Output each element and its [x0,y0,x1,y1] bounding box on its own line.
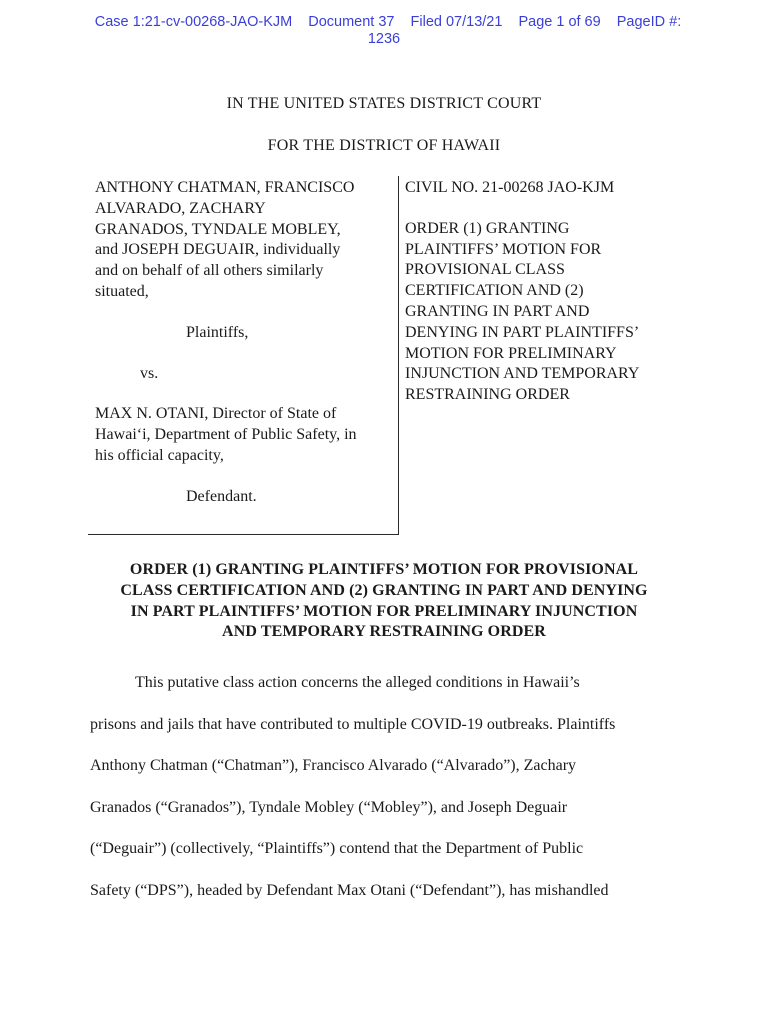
body-line: Granados (“Granados”), Tyndale Mobley (“Mobley”), and Joseph Deguair [90,798,568,816]
stamp-case-number: Case 1:21-cv-00268-JAO-KJM [94,14,293,30]
plaintiff-names-line: ALVARADO, ZACHARY [95,199,266,217]
stamp-pageid-label: PageID #: [616,14,682,30]
order-title-line: CERTIFICATION AND (2) [405,282,584,300]
order-title-line: PROVISIONAL CLASS [405,261,565,279]
body-line: Safety (“DPS”), headed by Defendant Max Otani (“Defendant”), has mishandled [90,881,609,899]
plaintiff-names-line: ANTHONY CHATMAN, FRANCISCO [95,179,355,196]
versus-label: vs. [140,364,159,382]
stamp-pageid-value: 1236 [367,31,401,47]
caption-parties [95,178,393,508]
order-title-line: DENYING IN PART PLAINTIFFS’ [405,323,640,341]
order-title-line: PLAINTIFFS’ MOTION FOR [405,240,602,258]
stamp-filed: Filed 07/13/21 [410,14,503,30]
defendant-label: Defendant. [186,487,257,505]
caption-vertical-rule [398,176,399,535]
order-title-line: INJUNCTION AND TEMPORARY [405,365,640,383]
plaintiff-names-line: and JOSEPH DEGUAIR, individually [95,241,341,259]
plaintiff-names-line: situated, [95,282,149,300]
body-line: Anthony Chatman (“Chatman”), Francisco Alvarado (“Alvarado”), Zachary [90,757,577,775]
body-line: This putative class action concerns the alleged conditions in Hawaii’s [135,674,580,691]
caption-horizontal-rule [88,534,399,535]
body-line: (“Deguair”) (collectively, “Plaintiffs”) contend that the Department of Public [90,840,584,858]
court-name: IN THE UNITED STATES DISTRICT COURT [226,95,542,112]
defendant-name-line: his official capacity, [95,446,224,464]
civil-case-number: CIVIL NO. 21-00268 JAO-KJM [405,179,615,196]
defendant-name-line: MAX N. OTANI, Director of State of [95,405,337,423]
order-heading [80,560,688,643]
ecf-filing-stamp [0,14,768,48]
body-line: prisons and jails that have contributed to multiple COVID-19 outbreaks. Plaintiffs [90,715,616,733]
plaintiff-names-line: GRANADOS, TYNDALE MOBLEY, [95,220,341,238]
order-heading-line: ORDER (1) GRANTING PLAINTIFFS’ MOTION FOR PROVISIONAL [129,561,639,578]
order-heading-line: CLASS CERTIFICATION AND (2) GRANTING IN PART AND DENYING [120,581,648,599]
order-title-line: ORDER (1) GRANTING [405,219,570,237]
stamp-document: Document 37 [308,14,395,30]
order-title-line: RESTRAINING ORDER [405,386,570,404]
order-heading-line: AND TEMPORARY RESTRAINING ORDER [222,623,546,641]
plaintiff-names-line: and on behalf of all others similarly [95,262,324,280]
stamp-page: Page 1 of 69 [518,14,601,30]
defendant-name-line: Hawai‘i, Department of Public Safety, in [95,426,357,444]
plaintiffs-label: Plaintiffs, [186,323,249,341]
court-district: FOR THE DISTRICT OF HAWAII [267,137,501,154]
order-title-line: MOTION FOR PRELIMINARY [405,344,617,362]
order-title-line: GRANTING IN PART AND [405,302,590,320]
order-heading-line: IN PART PLAINTIFFS’ MOTION FOR PRELIMINARY INJUNCTION [130,602,638,620]
caption-case-info [405,178,695,406]
body-paragraph [90,662,680,912]
